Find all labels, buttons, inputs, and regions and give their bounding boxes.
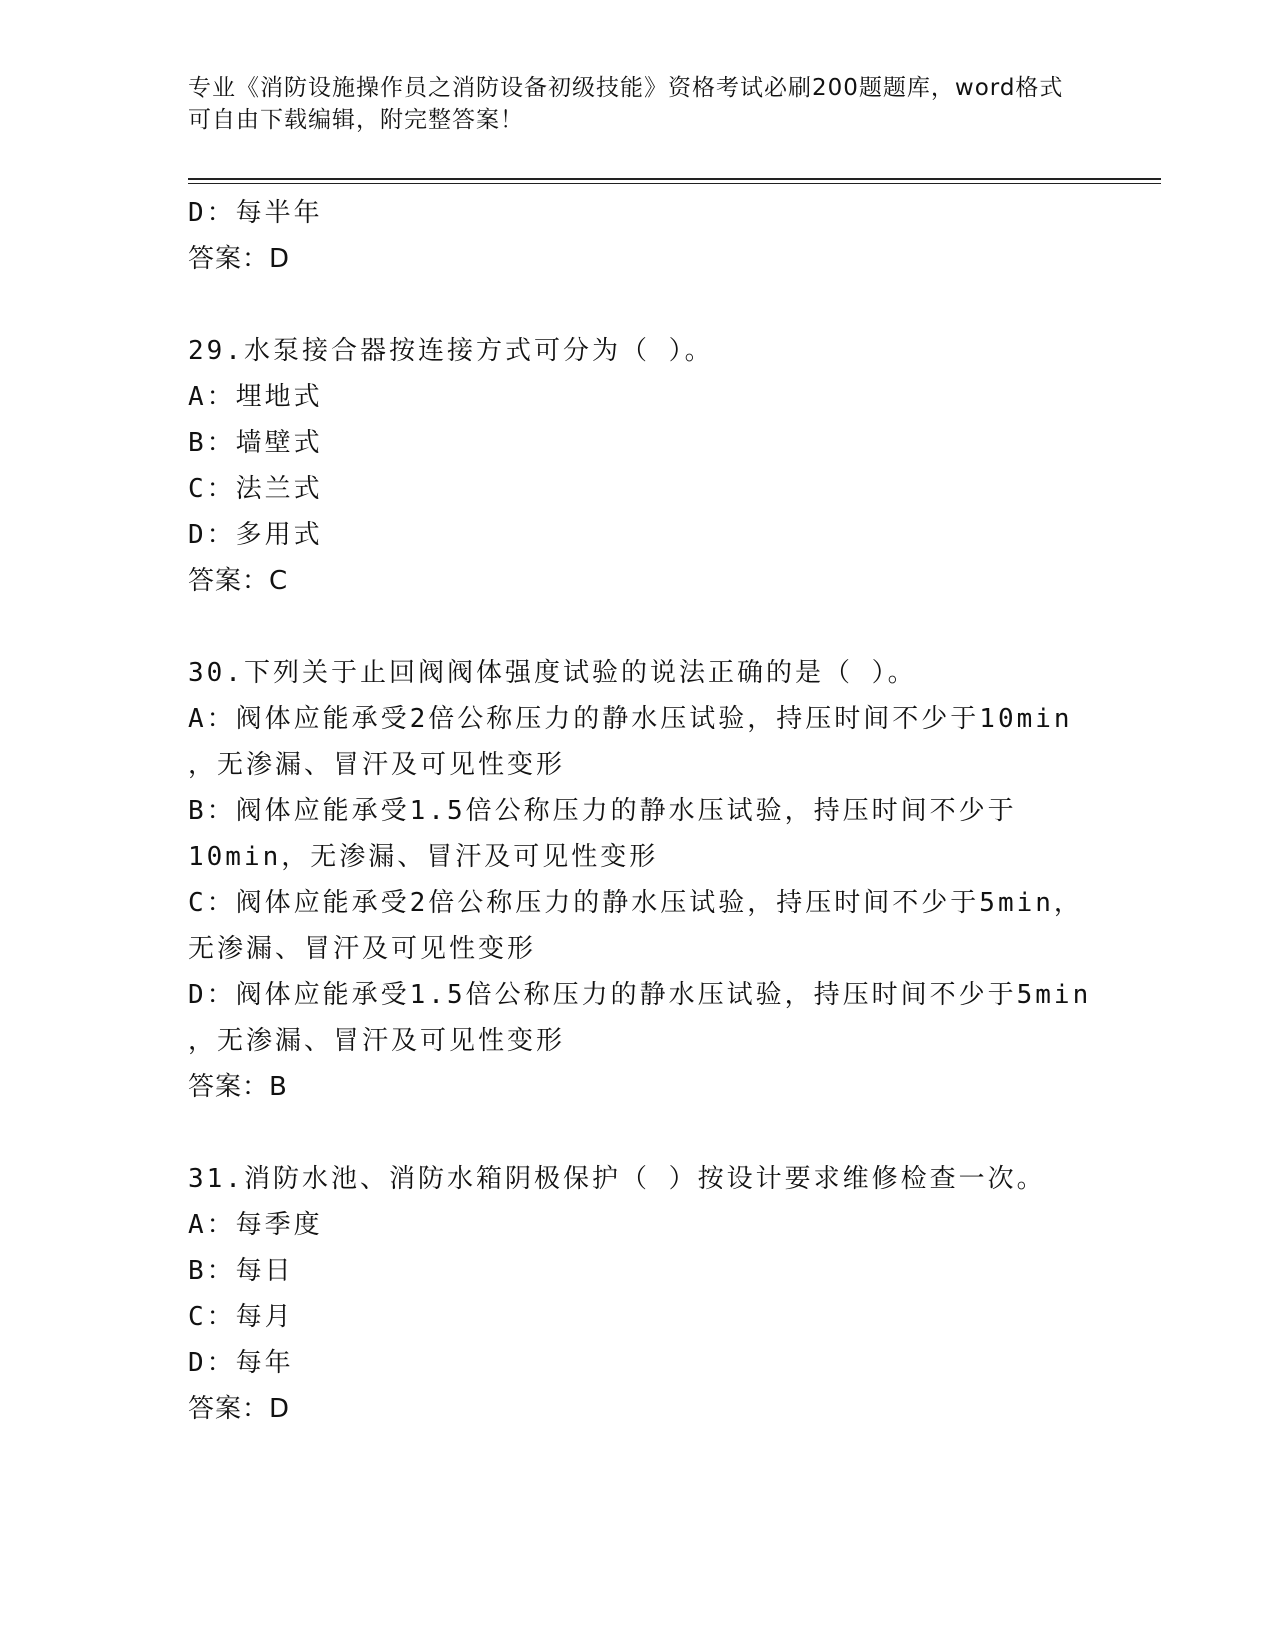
q31-option-c: C：每月 — [188, 1302, 294, 1332]
q29-option-c: C：法兰式 — [188, 474, 323, 504]
q30-option-a-line2: ，无渗漏、冒汗及可见性变形 — [188, 750, 566, 780]
q31-answer: 答案：D — [188, 1394, 291, 1424]
spacer — [188, 282, 1088, 328]
header-divider-thick — [188, 178, 1161, 180]
question-list — [188, 190, 1092, 1432]
q30-option-d-line2: ，无渗漏、冒汗及可见性变形 — [188, 1026, 566, 1056]
q28-option-d: D：每半年 — [188, 198, 323, 228]
q30-option-d-line1: D：阀体应能承受1.5倍公称压力的静水压试验，持压时间不少于5min — [188, 980, 1092, 1010]
q31-option-a: A：每季度 — [188, 1210, 323, 1240]
q29-answer: 答案：C — [188, 566, 289, 596]
q31-option-b: B：每日 — [188, 1256, 294, 1286]
q30-option-c-line2: 无渗漏、冒汗及可见性变形 — [188, 934, 537, 964]
header-divider-thin — [188, 183, 1161, 184]
q29-question: 29.水泵接合器按连接方式可分为（ ）。 — [188, 336, 714, 366]
q30-option-b-line2: 10min，无渗漏、冒汗及可见性变形 — [188, 842, 659, 872]
q30-option-b-line1: B：阀体应能承受1.5倍公称压力的静水压试验，持压时间不少于 — [188, 796, 1017, 826]
q30-option-c-line1: C：阀体应能承受2倍公称压力的静水压试验，持压时间不少于5min， — [188, 888, 1083, 918]
q30-question: 30.下列关于止回阀阀体强度试验的说法正确的是（ ）。 — [188, 658, 917, 688]
document-header — [188, 72, 1078, 136]
spacer — [188, 1110, 1088, 1156]
spacer — [188, 604, 1088, 650]
q30-answer: 答案：B — [188, 1072, 288, 1102]
q28-answer: 答案：D — [188, 244, 291, 274]
q31-option-d: D：每年 — [188, 1348, 294, 1378]
q29-option-b: B：墙壁式 — [188, 428, 323, 458]
q29-option-d: D：多用式 — [188, 520, 323, 550]
q31-question: 31.消防水池、消防水箱阴极保护（ ）按设计要求维修检查一次。 — [188, 1164, 1046, 1194]
q29-option-a: A：埋地式 — [188, 382, 323, 412]
header-title: 专业《消防设施操作员之消防设备初级技能》资格考试必刷200题题库，word格式可自由下载编辑，附完整答案！ — [188, 75, 1064, 133]
q30-option-a-line1: A：阀体应能承受2倍公称压力的静水压试验，持压时间不少于10min — [188, 704, 1073, 734]
